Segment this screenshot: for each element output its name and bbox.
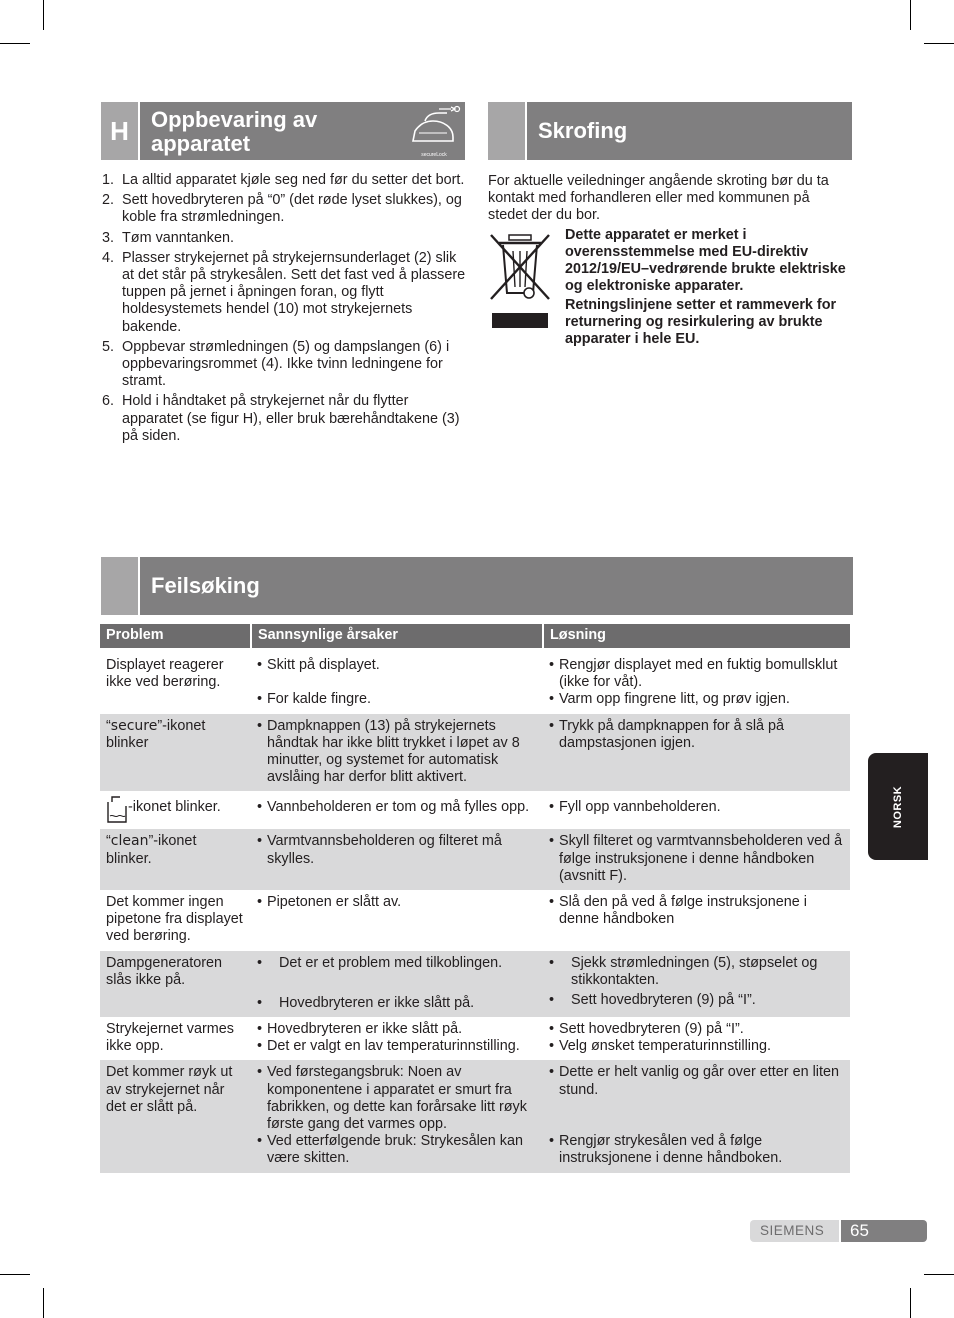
solution-cell: • Skyll filteret og varmtvannsbeholderen ved å følge instruksjonene i denne håndboken (avsnitt F). (543, 829, 850, 890)
trouble-header (101, 557, 853, 615)
cause-cell: • Varmtvannsbeholderen og filteret må skylles. (251, 829, 543, 890)
table-row (100, 791, 850, 829)
cause-cell: • Dampknappen (13) på strykejernets håndtak har ikke blitt trykket i løpet av 8 minutter, og systemet for automatisk avslåing har derfor blitt aktivert. (251, 714, 543, 792)
table-header-row (100, 624, 850, 648)
list-item: 4. Plasser strykejernet på strykejernsunderlaget (2) slik at det står på strykesålen. Sett det fast ved å plassere tuppen på jernet i åpningen foran, og flytt holdesystemets hendel (10) mot strykejernets bakende. (102, 249, 466, 335)
solution-cell: • Dette er helt vanlig og går over etter en liten stund. • Rengjør strykesålen ved å følge instruksjonene i denne håndboken. (543, 1060, 850, 1172)
section-tab (101, 557, 140, 615)
list-item: 3. Tøm vanntanken. (102, 229, 234, 246)
solution-cell: • Rengjør displayet med en fuktig bomullsklut (ikke for våt). • Varm opp fingrene litt, og prøv igjen. (543, 648, 850, 714)
secure-lock-icon: secureLock (407, 105, 461, 157)
table-row (100, 829, 850, 890)
clean-icon: clean (110, 833, 149, 850)
cause-cell: • Vannbeholderen er tom og må fylles opp. (251, 791, 543, 829)
crop-mark (910, 1288, 911, 1318)
solution-cell: • Sett hovedbryteren (9) på “I”. • Velg ønsket temperaturinnstilling. (543, 1017, 850, 1060)
cause-cell: • Hovedbryteren er ikke slått på. • Det er valgt en lav temperaturinnstilling. (251, 1017, 543, 1060)
disposal-title: Skrofing (538, 118, 628, 143)
table-row (100, 951, 850, 1017)
crop-mark (43, 1288, 44, 1318)
problem-cell: -ikonet blinker. (100, 791, 251, 829)
problem-cell: “clean”-ikonet blinker. (100, 829, 251, 890)
cause-cell: • Ved førstegangsbruk: Noen av komponentene i apparatet er smurt fra fabrikken, og dette kan forårsake litt røyk første gang det varmes opp. • Ved etterfølgende bruk: Strykesålen kan være skitten. (251, 1060, 543, 1172)
crop-mark (924, 1274, 954, 1275)
crop-mark (910, 0, 911, 30)
cause-cell: • Det er et problem med tilkoblingen. • Hovedbryteren er ikke slått på. (251, 951, 543, 1017)
storage-steps (100, 172, 470, 448)
crop-mark (43, 0, 44, 30)
crop-mark (0, 43, 30, 44)
crop-mark (924, 43, 954, 44)
column-header: Løsning (543, 624, 850, 648)
water-tank-icon (106, 794, 128, 824)
disposal-directive-text: Dette apparatet er merket i overensstemmelse med EU-direktiv 2012/19/EU–vedrørende brukte elektriske og elektroniske apparater. Retningslinjene setter et rammeverk for returnering og resirkulering av brukte apparater i hele EU. (565, 227, 846, 347)
problem-cell: Det kommer røyk ut av strykejernet når det er slått på. (100, 1060, 251, 1172)
list-item: 1. La alltid apparatet kjøle seg ned før du setter det bort. (102, 172, 465, 188)
problem-cell: Dampgeneratoren slås ikke på. (100, 951, 251, 1017)
disposal-intro: For aktuelle veiledninger angående skroting bør du ta kontakt med forhandleren eller med kommunen på stedet der du bor. (488, 173, 829, 223)
problem-cell: Strykejernet varmes ikke opp. (106, 1021, 234, 1055)
list-item: 6. Hold i håndtaket på strykejernet når du flytter apparatet (se figur H), eller bruk bærehåndtakene (3) på siden. (102, 393, 460, 444)
list-item: 2. Sett hovedbryteren på “0” (det røde lyset slukkes), og koble fra strømledningen. (102, 192, 462, 226)
cause-cell: • Skitt på displayet. • For kalde fingre. (251, 648, 543, 714)
table-row (100, 1017, 850, 1060)
column-header: Sannsynlige årsaker (251, 624, 543, 648)
section-letter: H (110, 115, 129, 146)
table-row (100, 648, 850, 714)
storage-title: Oppbevaring av apparatet (151, 107, 318, 156)
page-number: 65 (841, 1220, 927, 1242)
solution-cell: • Trykk på dampknappen for å slå på dampstasjonen igjen. (543, 714, 850, 792)
section-tab (488, 102, 527, 160)
solution-cell: • Slå den på ved å følge instruksjonene i denne håndboken (543, 890, 850, 951)
trouble-title: Feilsøking (151, 573, 260, 598)
problem-cell: Displayet reagerer ikke ved berøring. (106, 657, 224, 691)
troubleshooting-table (100, 624, 850, 1173)
problem-cell: “secure”-ikonet blinker (100, 714, 251, 792)
table-row (100, 890, 850, 951)
secure-icon: secure (110, 717, 158, 734)
solution-cell: • Fyll opp vannbeholderen. (543, 791, 850, 829)
problem-cell: Det kommer ingen pipetone fra displayet ved berøring. (106, 894, 243, 945)
weee-bin-icon (489, 231, 551, 331)
disposal-header (488, 102, 852, 160)
table-row (100, 1060, 850, 1172)
cause-cell: • Pipetonen er slått av. (251, 890, 543, 951)
list-item: 5. Oppbevar strømledningen (5) og dampslangen (6) i oppbevaringsrommet (4). Ikke tvinn ledningene for stramt. (102, 338, 450, 390)
solution-cell: • Sjekk strømledningen (5), støpselet og stikkontakten. • Sett hovedbryteren (9) på “I”. (543, 951, 850, 1017)
language-tab: NORSK (868, 753, 928, 860)
crop-mark (0, 1274, 30, 1275)
table-row (100, 714, 850, 792)
footer-brand: SIEMENS (750, 1220, 839, 1242)
column-header: Problem (100, 624, 251, 648)
storage-header (101, 102, 465, 160)
